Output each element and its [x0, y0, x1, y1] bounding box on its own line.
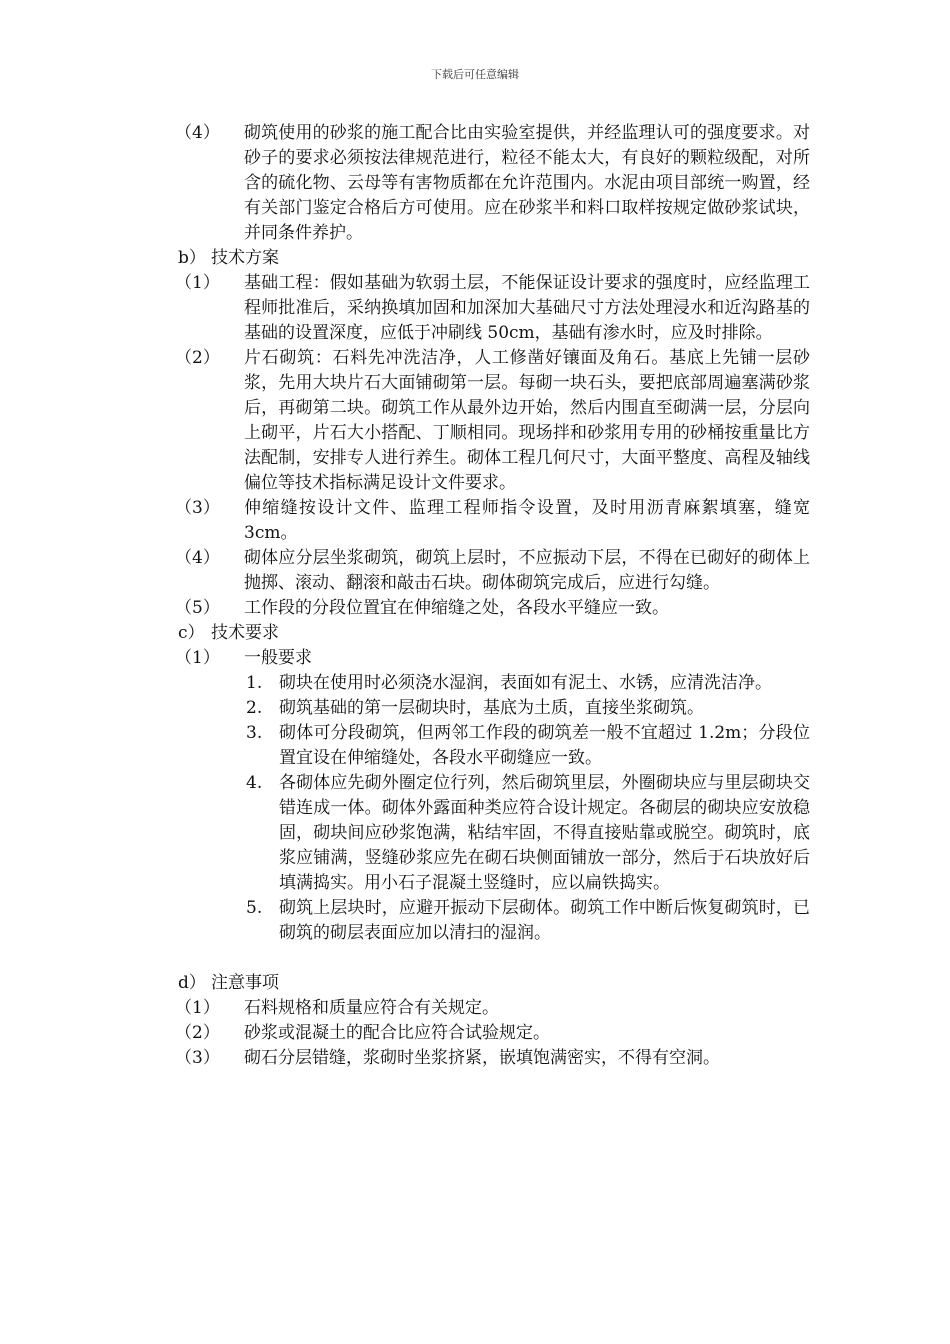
item-number: （3）	[175, 1048, 220, 1068]
item-number: （4）	[175, 123, 220, 143]
item-number: （4）	[175, 548, 220, 568]
item-number: （3）	[175, 498, 220, 518]
paragraph-a4	[0, 121, 950, 246]
section-d-heading	[0, 971, 950, 996]
item-text: 砌筑使用的砂浆的施工配合比由实验室提供，并经监理认可的强度要求。对砂子的要求必须按法律规范进行，粒径不能太大，有良好的颗粒级配，对所含的硫化物、云母等有害物质都在允许范围内。水泥由项目部统一购置，经有关部门鉴定合格后方可使用。应在砂浆半和料口取样按规定做砂浆试块，并同条件养护。	[244, 123, 810, 243]
list-item	[0, 996, 950, 1021]
item-number: （1）	[175, 273, 220, 293]
sub-item-number: 1.	[246, 673, 263, 693]
sub-item-text: 砌块在使用时必须浇水湿润，表面如有泥土、水锈，应清洗洁净。	[279, 673, 772, 693]
sub-item-number: 5.	[246, 898, 263, 918]
item-text: 工作段的分段位置宜在伸缩缝之处，各段水平缝应一致。	[244, 598, 669, 618]
list-item	[0, 346, 950, 496]
list-item	[0, 546, 950, 596]
item-text: 砌石分层错缝，浆砌时坐浆挤紧，嵌填饱满密实，不得有空洞。	[244, 1048, 720, 1068]
item-number: （1）	[175, 998, 220, 1018]
item-number: （2）	[175, 348, 220, 368]
sub-item-number: 3.	[246, 723, 263, 743]
sub-item-text: 砌筑基础的第一层砌块时，基底为土质，直接坐浆砌筑。	[279, 698, 704, 718]
item-text: 石料规格和质量应符合有关规定。	[244, 998, 499, 1018]
item-text: 基础工程：假如基础为软弱土层，不能保证设计要求的强度时，应经监理工程师批准后，采纳换填加固和加深加大基础尺寸方法处理浸水和近沟路基的基础的设置深度，应低于冲刷线 50cm，基础有渗水时，应及时排除。	[244, 273, 810, 343]
item-text: 片石砌筑：石料先冲洗洁净，人工修凿好镶面及角石。基底上先铺一层砂浆，先用大块片石大面铺砌第一层。每砌一块石头，要把底部周遍塞满砂浆后，再砌第二块。砌筑工作从最外边开始，然后内围直至砌满一层，分层向上砌平，片石大小搭配、丁顺相同。现场拌和砂浆用专用的砂桶按重量比方法配制，安排专人进行养生。砌体工程几何尺寸，大面平整度、高程及轴线偏位等技术指标满足设计文件要求。	[244, 348, 810, 493]
section-b-heading	[0, 246, 950, 271]
sub-item-text: 砌筑上层块时，应避开振动下层砌体。砌筑工作中断后恢复砌筑时，已砌筑的砌层表面应加以清扫的湿润。	[279, 898, 810, 943]
section-c-heading	[0, 621, 950, 646]
item-text: 砂浆或混凝土的配合比应符合试验规定。	[244, 1023, 550, 1043]
document-body	[0, 121, 950, 1071]
sub-list-item	[0, 721, 950, 771]
sub-list-item	[0, 896, 950, 946]
list-item	[0, 646, 950, 671]
list-item	[0, 596, 950, 621]
list-item	[0, 1021, 950, 1046]
sub-item-text: 各砌体应先砌外圈定位行列，然后砌筑里层，外圈砌块应与里层砌块交错连成一体。砌体外露面种类应符合设计规定。各砌层的砌块应安放稳固，砌块间应砂浆饱满，粘结牢固，不得直接贴靠或脱空。砌筑时，底浆应铺满，竖缝砂浆应先在砌石块侧面铺放一部分，然后于石块放好后填满捣实。用小石子混凝土竖缝时，应以扁铁捣实。	[279, 773, 810, 893]
list-item	[0, 496, 950, 546]
list-item	[0, 271, 950, 346]
sub-item-text: 砌体可分段砌筑，但两邻工作段的砌筑差一般不宜超过 1.2m；分段位置宜设在伸缩缝处，各段水平砌缝应一致。	[279, 723, 810, 768]
section-letter: c）	[178, 623, 205, 643]
sub-list-item	[0, 671, 950, 696]
item-text: 砌体应分层坐浆砌筑，砌筑上层时，不应振动下层，不得在已砌好的砌体上抛掷、滚动、翻滚和敲击石块。砌体砌筑完成后，应进行勾缝。	[244, 548, 810, 593]
section-title: 注意事项	[211, 973, 279, 993]
item-text: 伸缩缝按设计文件、监理工程师指令设置，及时用沥青麻絮填塞，缝宽 3cm。	[244, 498, 810, 543]
item-number: （1）	[175, 648, 220, 668]
list-item	[0, 1046, 950, 1071]
sub-item-number: 4.	[246, 773, 263, 793]
page-header: 下载后可任意编辑	[431, 68, 519, 81]
section-title: 技术要求	[211, 623, 279, 643]
blank-line	[0, 946, 950, 971]
item-number: （5）	[175, 598, 220, 618]
section-letter: d）	[178, 973, 206, 993]
sub-item-number: 2.	[246, 698, 263, 718]
sub-list-item	[0, 771, 950, 896]
item-text: 一般要求	[244, 648, 312, 668]
section-title: 技术方案	[211, 248, 279, 268]
item-number: （2）	[175, 1023, 220, 1043]
sub-list-item	[0, 696, 950, 721]
section-letter: b）	[178, 248, 206, 268]
